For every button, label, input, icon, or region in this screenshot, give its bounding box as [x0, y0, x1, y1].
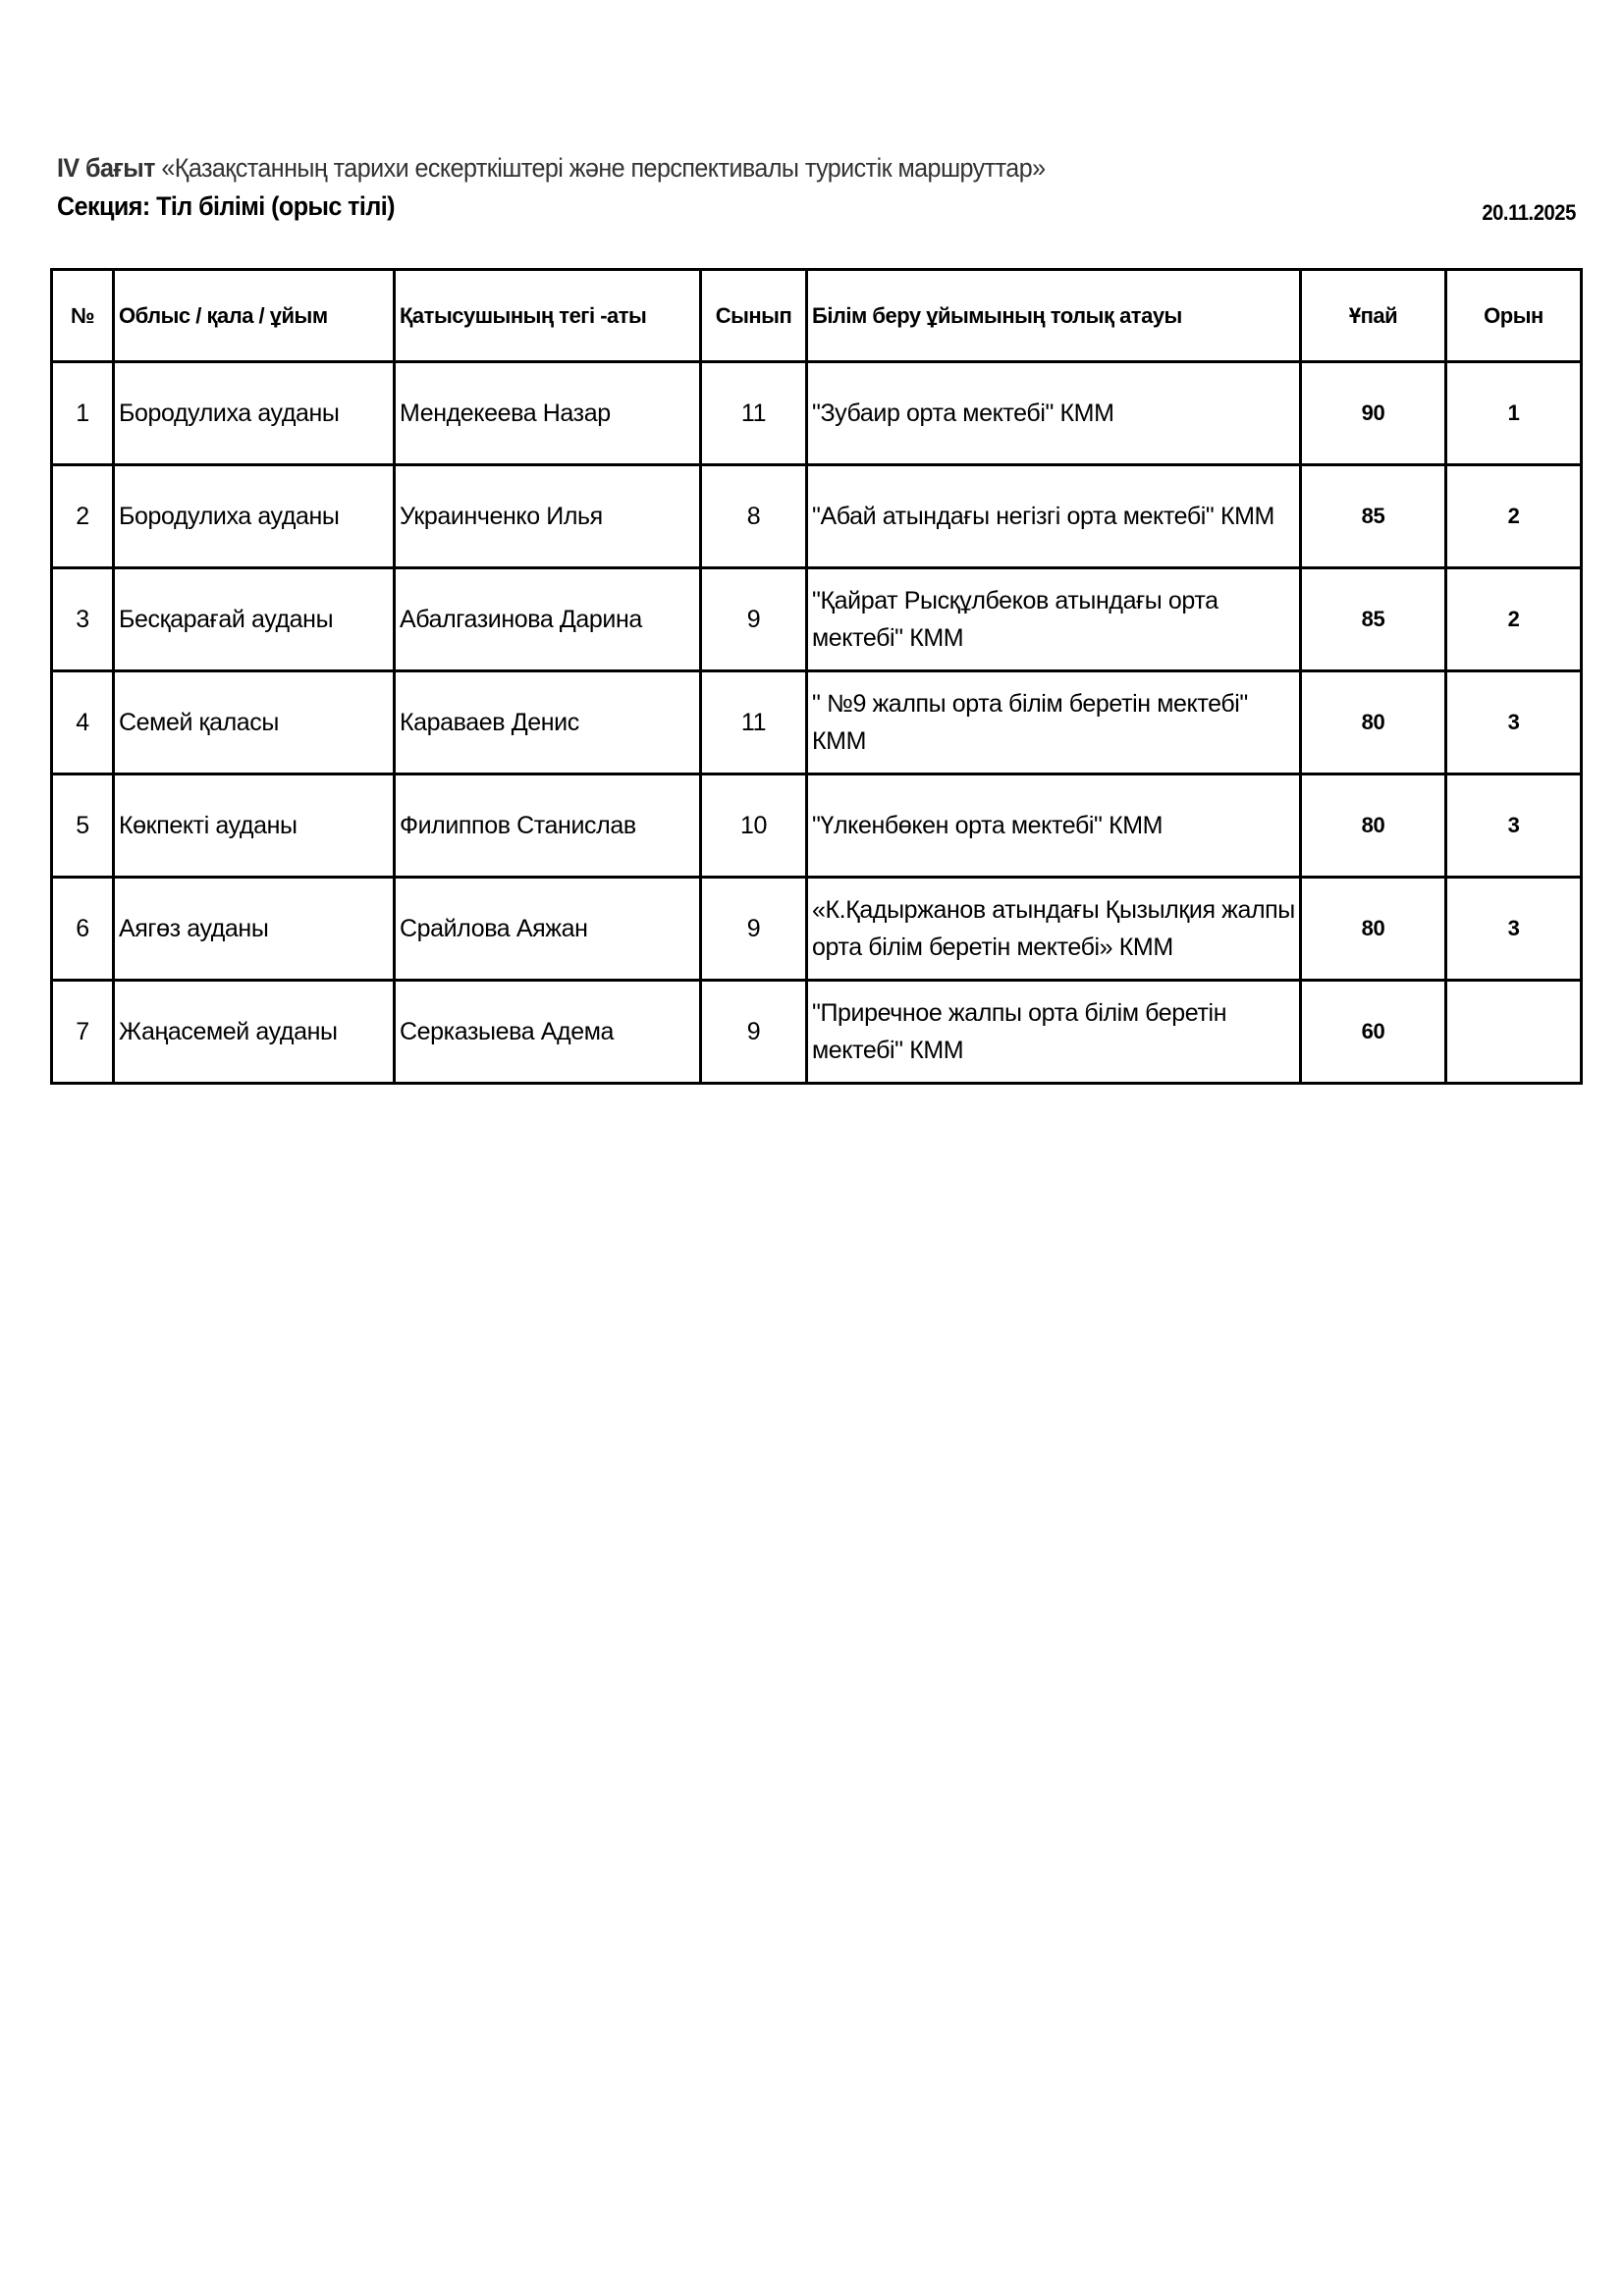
cell-participant: Срайлова Аяжан: [395, 878, 701, 981]
cell-participant: Украинченко Илья: [395, 465, 701, 568]
cell-grade: 9: [701, 568, 807, 671]
cell-grade: 10: [701, 774, 807, 878]
table-row: [52, 362, 1582, 465]
table-row: [52, 774, 1582, 878]
cell-participant: Мендекеева Назар: [395, 362, 701, 465]
table-row: [52, 465, 1582, 568]
direction-title: [57, 153, 1046, 184]
cell-participant: Абалгазинова Дарина: [395, 568, 701, 671]
cell-score: 85: [1301, 465, 1446, 568]
cell-number: 7: [52, 981, 114, 1084]
cell-number: 4: [52, 671, 114, 774]
cell-grade: 11: [701, 671, 807, 774]
col-header-school: Білім беру ұйымының толық атауы: [807, 270, 1301, 362]
direction-label: IV бағыт: [57, 153, 155, 183]
cell-number: 3: [52, 568, 114, 671]
cell-region: Бесқарағай ауданы: [114, 568, 395, 671]
cell-score: 80: [1301, 878, 1446, 981]
table-row: [52, 981, 1582, 1084]
cell-grade: 9: [701, 878, 807, 981]
cell-region: Көкпекті ауданы: [114, 774, 395, 878]
cell-grade: 9: [701, 981, 807, 1084]
cell-school: «К.Қадыржанов атындағы Қызылқия жалпы орта білім беретін мектебі» КММ: [807, 878, 1301, 981]
cell-grade: 11: [701, 362, 807, 465]
cell-score: 80: [1301, 774, 1446, 878]
cell-participant: Серказыева Адема: [395, 981, 701, 1084]
cell-school: "Приречное жалпы орта білім беретін мектебі" КММ: [807, 981, 1301, 1084]
cell-number: 1: [52, 362, 114, 465]
cell-region: Жаңасемей ауданы: [114, 981, 395, 1084]
section-title: Секция: Тіл білімі (орыс тілі): [57, 191, 395, 221]
col-header-participant: Қатысушының тегі -аты: [395, 270, 701, 362]
col-header-grade: Сынып: [701, 270, 807, 362]
cell-school: " №9 жалпы орта білім беретін мектебі" КММ: [807, 671, 1301, 774]
col-header-place: Орын: [1446, 270, 1582, 362]
cell-school: "Абай атындағы негізгі орта мектебі" КММ: [807, 465, 1301, 568]
table-row: [52, 878, 1582, 981]
cell-place: [1446, 981, 1582, 1084]
cell-region: Аягөз ауданы: [114, 878, 395, 981]
cell-place: 3: [1446, 671, 1582, 774]
table-row: [52, 671, 1582, 774]
cell-place: 3: [1446, 878, 1582, 981]
col-header-score: Ұпай: [1301, 270, 1446, 362]
table-row: [52, 568, 1582, 671]
cell-place: 3: [1446, 774, 1582, 878]
cell-school: "Зубаир орта мектебі" КММ: [807, 362, 1301, 465]
document-date: 20.11.2025: [1482, 200, 1576, 225]
col-header-region: Облыс / қала / ұйым: [114, 270, 395, 362]
cell-participant: Караваев Денис: [395, 671, 701, 774]
cell-number: 6: [52, 878, 114, 981]
cell-score: 90: [1301, 362, 1446, 465]
cell-participant: Филиппов Станислав: [395, 774, 701, 878]
cell-place: 1: [1446, 362, 1582, 465]
table-header-row: [52, 270, 1582, 362]
cell-score: 80: [1301, 671, 1446, 774]
cell-score: 85: [1301, 568, 1446, 671]
cell-place: 2: [1446, 568, 1582, 671]
cell-region: Бородулиха ауданы: [114, 465, 395, 568]
col-header-number: №: [52, 270, 114, 362]
cell-place: 2: [1446, 465, 1582, 568]
cell-score: 60: [1301, 981, 1446, 1084]
cell-grade: 8: [701, 465, 807, 568]
cell-region: Бородулиха ауданы: [114, 362, 395, 465]
cell-number: 2: [52, 465, 114, 568]
results-table: [50, 268, 1583, 1085]
cell-region: Семей қаласы: [114, 671, 395, 774]
cell-school: "Қайрат Рысқұлбеков атындағы орта мектебі" КММ: [807, 568, 1301, 671]
direction-name: «Қазақстанның тарихи ескерткіштері және перспективалы туристік маршруттар»: [161, 153, 1046, 183]
cell-school: "Үлкенбөкен орта мектебі" КММ: [807, 774, 1301, 878]
cell-number: 5: [52, 774, 114, 878]
